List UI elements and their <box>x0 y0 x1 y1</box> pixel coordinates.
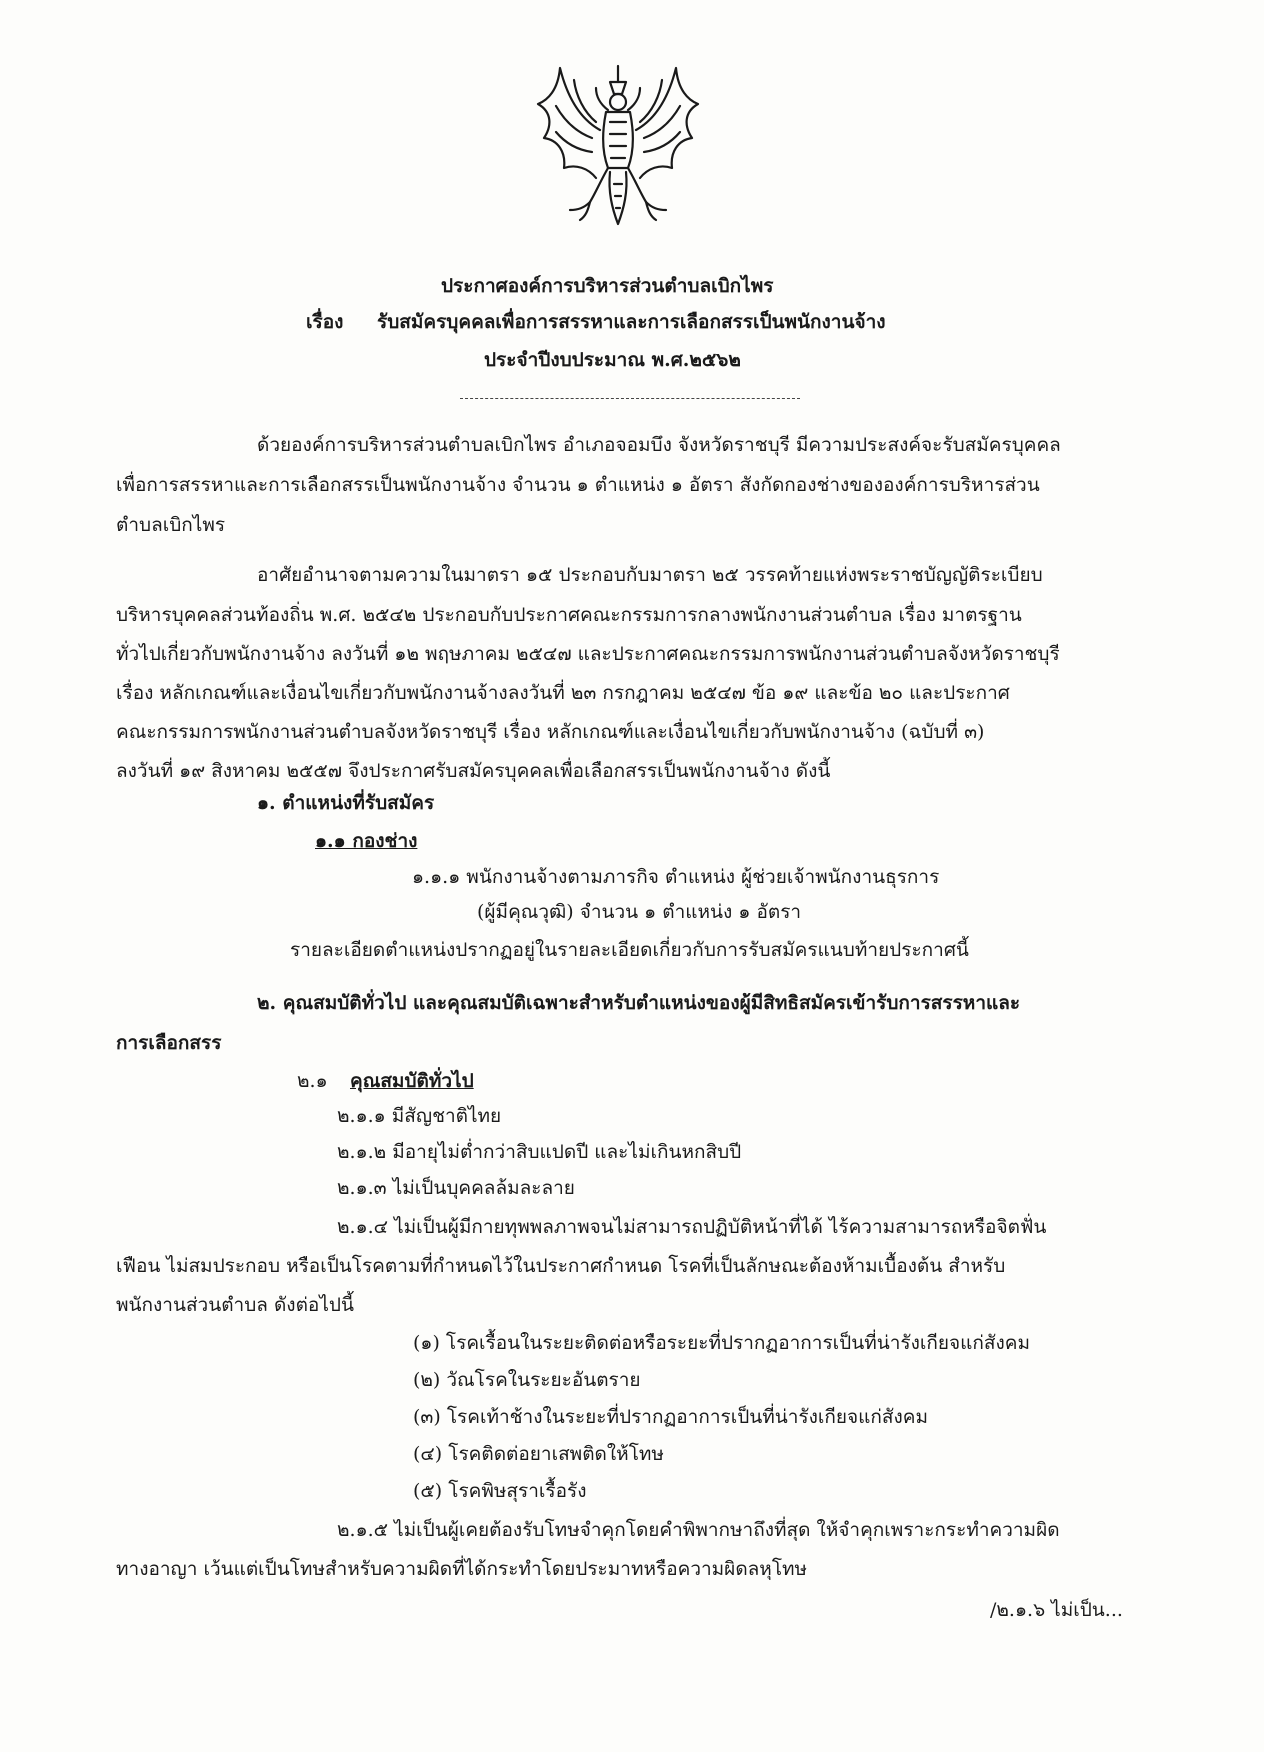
garuda-emblem-icon <box>530 60 706 230</box>
section2-item-4-line2: เฟือน ไม่สมประกอบ หรือเป็นโรคตามที่กำหนดไว้ในประกาศกำหนด โรคที่เป็นลักษณะต้องห้ามเบื้องต้น สำหรับ <box>116 1255 1006 1277</box>
disease-item-4: (๔) โรคติดต่อยาเสพติดให้โทษ <box>413 1443 664 1465</box>
intro-p1-line3: ตำบลเบิกไพร <box>116 514 226 536</box>
document-fiscal-year: ประจำปีงบประมาณ พ.ศ.๒๕๖๒ <box>484 349 741 371</box>
disease-item-5: (๕) โรคพิษสุราเรื้อรัง <box>413 1480 587 1502</box>
document-subject-label: เรื่อง <box>306 311 344 333</box>
disease-item-1: (๑) โรคเรื้อนในระยะติดต่อหรือระยะที่ปรากฏอาการเป็นที่น่ารังเกียจแก่สังคม <box>413 1332 1030 1354</box>
section1-sub-title: ๑.๑ กองช่าง <box>315 830 418 852</box>
intro-p2-line3: ทั่วไปเกี่ยวกับพนักงานจ้าง ลงวันที่ ๑๒ พฤษภาคม ๒๕๔๗ และประกาศคณะกรรมการพนักงานส่วนตำบลจังหวัดราชบุรี <box>116 643 1060 665</box>
section2-item-1: ๒.๑.๑ มีสัญชาติไทย <box>337 1105 502 1127</box>
disease-item-3: (๓) โรคเท้าช้างในระยะที่ปรากฏอาการเป็นที่น่ารังเกียจแก่สังคม <box>413 1406 929 1428</box>
intro-p2-line4: เรื่อง หลักเกณฑ์และเงื่อนไขเกี่ยวกับพนักงานจ้างลงวันที่ ๒๓ กรกฎาคม ๒๕๔๗ ข้อ ๑๙ และข้อ ๒๐ และประกาศ <box>116 682 1010 704</box>
section2-item-5-line2: ทางอาญา เว้นแต่เป็นโทษสำหรับความผิดที่ได้กระทำโดยประมาทหรือความผิดลหุโทษ <box>116 1558 808 1580</box>
section1-detail: รายละเอียดตำแหน่งปรากฏอยู่ในรายละเอียดเกี่ยวกับการรับสมัครแนบท้ายประกาศนี้ <box>290 939 969 961</box>
intro-p2-line1: อาศัยอำนาจตามความในมาตรา ๑๕ ประกอบกับมาตรา ๒๕ วรรคท้ายแห่งพระราชบัญญัติระเบียบ <box>257 564 1043 586</box>
section1-item-line1: ๑.๑.๑ พนักงานจ้างตามภารกิจ ตำแหน่ง ผู้ช่วยเจ้าพนักงานธุรการ <box>412 866 940 888</box>
section1-title: ๑. ตำแหน่งที่รับสมัคร <box>257 792 435 814</box>
section2-item-4-line3: พนักงานส่วนตำบล ดังต่อไปนี้ <box>116 1294 354 1316</box>
section2-title-line2: การเลือกสรร <box>116 1032 222 1054</box>
document-heading-line1: ประกาศองค์การบริหารส่วนตำบลเบิกไพร <box>441 275 774 297</box>
section2-item-2: ๒.๑.๒ มีอายุไม่ต่ำกว่าสิบแปดปี และไม่เกินหกสิบปี <box>337 1141 742 1163</box>
intro-p1-line1: ด้วยองค์การบริหารส่วนตำบลเบิกไพร อำเภอจอมบึง จังหวัดราชบุรี มีความประสงค์จะรับสมัครบุคคล <box>257 434 1061 456</box>
section2-item-4-line1: ๒.๑.๔ ไม่เป็นผู้มีกายทุพพลภาพจนไม่สามารถปฏิบัติหน้าที่ได้ ไร้ความสามารถหรือจิตฟั่น <box>337 1216 1047 1238</box>
section1-item-line2: (ผู้มีคุณวุฒิ) จำนวน ๑ ตำแหน่ง ๑ อัตรา <box>477 901 802 923</box>
section2-title-line1: ๒. คุณสมบัติทั่วไป และคุณสมบัติเฉพาะสำหรับตำแหน่งของผู้มีสิทธิสมัครเข้ารับการสรรหาและ <box>257 992 1021 1014</box>
intro-p2-line5: คณะกรรมการพนักงานส่วนตำบลจังหวัดราชบุรี เรื่อง หลักเกณฑ์และเงื่อนไขเกี่ยวกับพนักงานจ้าง (ฉบับที่ ๓) <box>116 721 985 743</box>
intro-p1-line2: เพื่อการสรรหาและการเลือกสรรเป็นพนักงานจ้าง จำนวน ๑ ตำแหน่ง ๑ อัตรา สังกัดกองช่างขององค์การบริหารส่วน <box>116 474 1040 496</box>
document-subject: รับสมัครบุคคลเพื่อการสรรหาและการเลือกสรรเป็นพนักงานจ้าง <box>377 311 886 333</box>
disease-item-2: (๒) วัณโรคในระยะอันตราย <box>413 1369 641 1391</box>
section2-item-5-line1: ๒.๑.๕ ไม่เป็นผู้เคยต้องรับโทษจำคุกโดยคำพิพากษาถึงที่สุด ให้จำคุกเพราะกระทำความผิด <box>337 1519 1060 1541</box>
section2-sub-number: ๒.๑ <box>297 1070 328 1092</box>
intro-p2-line6: ลงวันที่ ๑๙ สิงหาคม ๒๕๕๗ จึงประกาศรับสมัครบุคคลเพื่อเลือกสรรเป็นพนักงานจ้าง ดังนี้ <box>116 760 831 782</box>
intro-p2-line2: บริหารบุคคลส่วนท้องถิ่น พ.ศ. ๒๕๔๒ ประกอบกับประกาศคณะกรรมการกลางพนักงานส่วนตำบล เรื่อง มาตรฐาน <box>116 604 1022 626</box>
continuation-marker: /๒.๑.๖ ไม่เป็น... <box>990 1599 1123 1621</box>
section2-sub-title: คุณสมบัติทั่วไป <box>350 1070 474 1092</box>
heading-separator <box>460 398 800 399</box>
section2-item-3: ๒.๑.๓ ไม่เป็นบุคคลล้มละลาย <box>337 1177 575 1199</box>
